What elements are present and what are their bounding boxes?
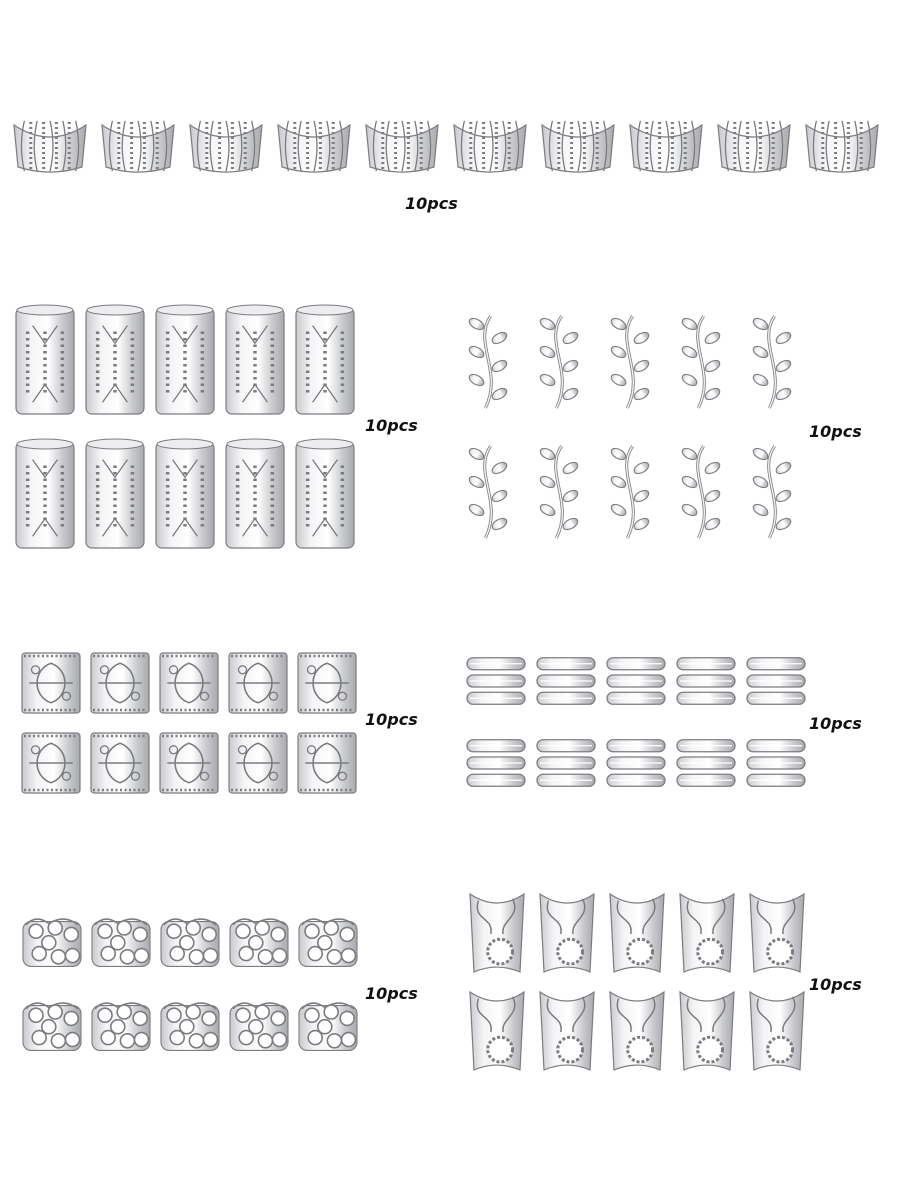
filigree-tube-bead	[14, 302, 76, 420]
floral-square-bead	[296, 730, 358, 796]
filigree-tube-bead	[294, 302, 356, 420]
filigree-tube-bead	[294, 436, 356, 554]
filigree-tube-bead	[154, 436, 216, 554]
swirl-ring-bead	[20, 996, 84, 1060]
filigree-tube-bead	[14, 436, 76, 554]
floral-square-bead	[89, 650, 151, 716]
floral-square-bead	[20, 730, 82, 796]
leaf-cuff-bead	[450, 116, 530, 176]
vine-cuff-bead	[533, 442, 585, 542]
swirl-ring-bead	[296, 912, 360, 976]
triple-band-bead	[744, 654, 808, 708]
filigree-tube-bead	[154, 302, 216, 420]
triple-band-bead	[534, 654, 598, 708]
triple-band-bead	[674, 654, 738, 708]
swirl-ring-bead	[296, 996, 360, 1060]
group-leaf-cuff-count-label: 10pcs	[405, 194, 458, 213]
leaf-cuff-bead	[714, 116, 794, 176]
triple-band-bead	[534, 736, 598, 790]
leaf-cuff-bead	[274, 116, 354, 176]
triple-band-bead	[604, 654, 668, 708]
floral-square-bead	[89, 730, 151, 796]
filigree-tube-bead	[224, 436, 286, 554]
leaf-cuff-bead	[362, 116, 442, 176]
swirl-ring-bead	[89, 996, 153, 1060]
vine-cuff-bead	[604, 312, 656, 412]
spiral-filigree-bead	[746, 890, 808, 978]
swirl-ring-bead	[158, 912, 222, 976]
triple-band-bead	[464, 736, 528, 790]
spiral-filigree-bead	[606, 988, 668, 1076]
vine-cuff-bead	[746, 312, 798, 412]
group-spiral-filigree-count-label: 10pcs	[809, 975, 862, 994]
group-filigree-tube-count-label: 10pcs	[365, 416, 418, 435]
leaf-cuff-bead	[626, 116, 706, 176]
vine-cuff-bead	[533, 312, 585, 412]
group-floral-square-count-label: 10pcs	[365, 710, 418, 729]
floral-square-bead	[227, 650, 289, 716]
floral-square-bead	[227, 730, 289, 796]
triple-band-bead	[604, 736, 668, 790]
group-triple-band-count-label: 10pcs	[809, 714, 862, 733]
filigree-tube-bead	[84, 436, 146, 554]
spiral-filigree-bead	[536, 890, 598, 978]
group-vine-cuff-count-label: 10pcs	[809, 422, 862, 441]
spiral-filigree-bead	[606, 890, 668, 978]
swirl-ring-bead	[20, 912, 84, 976]
vine-cuff-bead	[604, 442, 656, 542]
leaf-cuff-bead	[10, 116, 90, 176]
leaf-cuff-bead	[186, 116, 266, 176]
group-swirl-ring-count-label: 10pcs	[365, 984, 418, 1003]
floral-square-bead	[158, 730, 220, 796]
spiral-filigree-bead	[676, 988, 738, 1076]
vine-cuff-bead	[675, 312, 727, 412]
swirl-ring-bead	[227, 996, 291, 1060]
vine-cuff-bead	[675, 442, 727, 542]
swirl-ring-bead	[227, 912, 291, 976]
triple-band-bead	[674, 736, 738, 790]
filigree-tube-bead	[84, 302, 146, 420]
triple-band-bead	[744, 736, 808, 790]
swirl-ring-bead	[89, 912, 153, 976]
leaf-cuff-bead	[538, 116, 618, 176]
triple-band-bead	[464, 654, 528, 708]
vine-cuff-bead	[746, 442, 798, 542]
swirl-ring-bead	[158, 996, 222, 1060]
spiral-filigree-bead	[466, 890, 528, 978]
floral-square-bead	[158, 650, 220, 716]
spiral-filigree-bead	[746, 988, 808, 1076]
spiral-filigree-bead	[466, 988, 528, 1076]
spiral-filigree-bead	[676, 890, 738, 978]
filigree-tube-bead	[224, 302, 286, 420]
floral-square-bead	[296, 650, 358, 716]
vine-cuff-bead	[462, 312, 514, 412]
leaf-cuff-bead	[98, 116, 178, 176]
leaf-cuff-bead	[802, 116, 882, 176]
spiral-filigree-bead	[536, 988, 598, 1076]
vine-cuff-bead	[462, 442, 514, 542]
floral-square-bead	[20, 650, 82, 716]
